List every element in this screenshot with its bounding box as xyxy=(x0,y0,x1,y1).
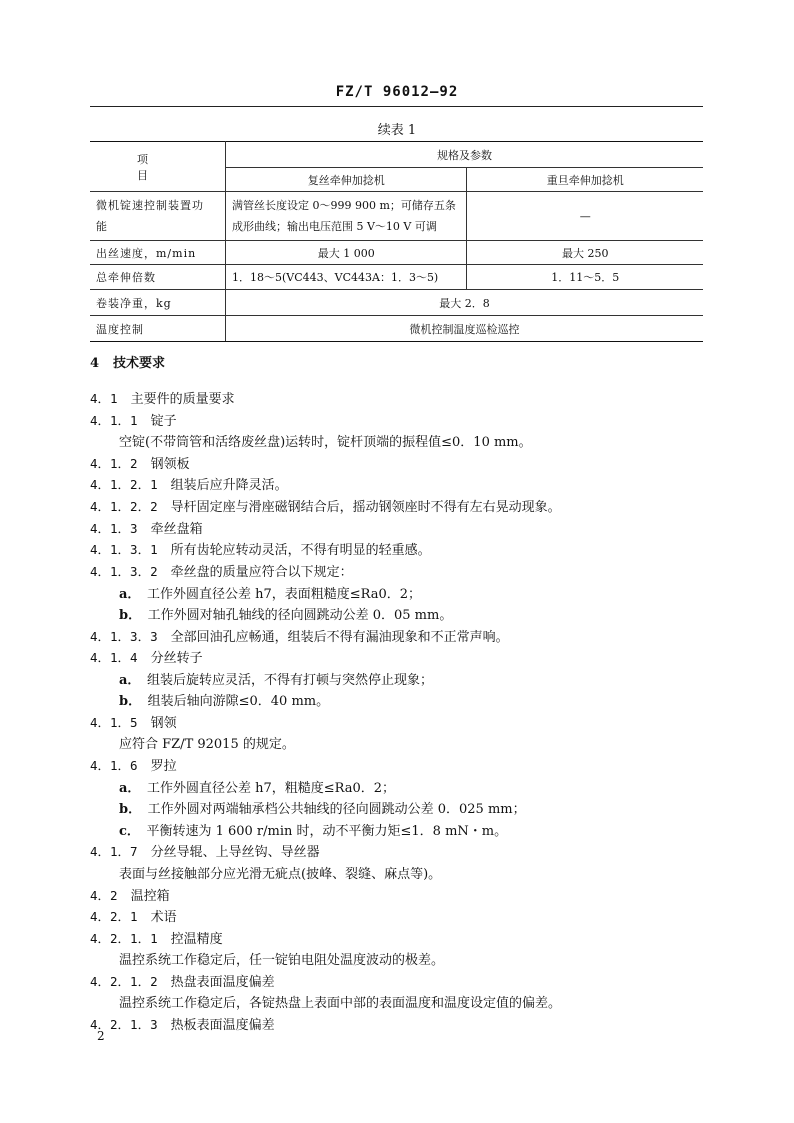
row-cell-merged: 最大 2．8 xyxy=(226,290,704,316)
header-item: 项 目 xyxy=(90,142,226,192)
clause-title: 分丝转子 xyxy=(150,651,203,666)
clause-item xyxy=(90,561,353,580)
clause-text: 牵丝盘的质量应符合以下规定： xyxy=(170,565,353,580)
list-text: 组装后旋转应灵活，不得有打顿与突然停止现象； xyxy=(146,673,433,688)
row-item: 温度控制 xyxy=(90,316,226,342)
list-item xyxy=(119,820,507,839)
list-text: 组装后轴向游隙≤0．40 mm。 xyxy=(147,694,330,709)
row-item: 出丝速度，m/min xyxy=(90,241,226,265)
row-cell-a xyxy=(226,192,467,241)
clause-heading xyxy=(90,647,203,666)
clause-heading xyxy=(90,885,170,904)
clause-title: 热盘表面温度偏差 xyxy=(170,975,275,990)
standard-code-header: FZ/T 96012—92 xyxy=(335,84,459,100)
table-header-row xyxy=(90,142,703,168)
list-item xyxy=(119,669,433,688)
row-item: 总牵伸倍数 xyxy=(90,265,226,290)
row-item xyxy=(90,192,226,241)
page-number: 2 xyxy=(97,1029,105,1043)
clause-text: 组装后应升降灵活。 xyxy=(170,478,288,493)
clause-number: 4．1．3 xyxy=(90,521,138,536)
list-item xyxy=(119,690,329,709)
clause-heading xyxy=(90,410,177,429)
section-heading xyxy=(90,352,165,371)
clause-title: 分丝导辊、上导丝钩、导丝器 xyxy=(150,845,320,860)
clause-number: 4．1．5 xyxy=(90,715,138,730)
section-number: 4 xyxy=(90,356,100,371)
table-row xyxy=(90,290,703,316)
clause-heading xyxy=(90,712,177,731)
list-text: 工作外圆对轴孔轴线的径向圆跳动公差 0．05 mm。 xyxy=(147,608,453,623)
clause-heading xyxy=(90,755,177,774)
section-title: 技术要求 xyxy=(113,356,166,371)
clause-item xyxy=(90,496,561,515)
clause-number: 4．1．7 xyxy=(90,844,138,859)
list-marker: a． xyxy=(119,673,134,688)
clause-number: 4．2．1．3 xyxy=(90,1017,158,1032)
row-cell-line: 满管丝长度设定 0～999 900 m；可储存五条 xyxy=(232,199,456,212)
clause-title: 钢领板 xyxy=(150,457,190,472)
clause-paragraph: 空锭(不带筒管和活络废丝盘)运转时，锭杆顶端的振程值≤0．10 mm。 xyxy=(119,435,532,450)
list-text: 工作外圆直径公差 h7，粗糙度≤Ra0．2； xyxy=(146,781,396,796)
table-row xyxy=(90,192,703,241)
clause-title: 锭子 xyxy=(150,414,177,429)
clause-number: 4．1．2．2 xyxy=(90,499,158,514)
table-caption: 续表 1 xyxy=(377,123,417,138)
clause-number: 4．1．2．1 xyxy=(90,477,158,492)
clause-title: 罗拉 xyxy=(150,759,177,774)
row-item: 卷装净重，kg xyxy=(90,290,226,316)
list-marker: b． xyxy=(119,608,135,623)
row-item-line: 能 xyxy=(96,220,108,233)
clause-number: 4．1．6 xyxy=(90,758,138,773)
clause-paragraph: 表面与丝接触部分应光滑无疵点(披峰、裂缝、麻点等)。 xyxy=(119,867,442,882)
clause-title: 术语 xyxy=(150,910,177,925)
list-item xyxy=(119,583,421,602)
clause-title: 控温精度 xyxy=(170,932,223,947)
header-col-a: 复丝牵伸加捻机 xyxy=(226,168,467,192)
clause-number: 4．1．2 xyxy=(90,456,138,471)
row-cell-a: 1．18～5(VC443、VC443A：1．3～5) xyxy=(226,265,467,290)
clause-heading xyxy=(90,928,223,947)
row-cell-b: — xyxy=(467,192,703,241)
spec-table xyxy=(90,141,703,342)
clause-title: 牵丝盘箱 xyxy=(150,522,203,537)
clause-heading xyxy=(90,841,320,860)
clause-title: 热板表面温度偏差 xyxy=(170,1018,275,1033)
row-cell-a: 最大 1 000 xyxy=(226,241,467,265)
clause-title: 温控箱 xyxy=(130,889,170,904)
clause-heading xyxy=(90,1014,275,1033)
clause-heading xyxy=(90,453,190,472)
clause-paragraph: 温控系统工作稳定后，各锭热盘上表面中部的表面温度和温度设定值的偏差。 xyxy=(119,996,562,1011)
header-rule xyxy=(90,106,703,107)
header-spec: 规格及参数 xyxy=(226,142,704,168)
list-marker: b． xyxy=(119,802,135,817)
list-marker: c． xyxy=(119,824,134,839)
row-cell-merged: 微机控制温度巡检巡控 xyxy=(226,316,704,342)
clause-item xyxy=(90,539,431,558)
row-cell-b: 1．11～5．5 xyxy=(467,265,703,290)
row-item-line: 微机锭速控制装置功 xyxy=(96,199,204,212)
list-item xyxy=(119,604,452,623)
clause-number: 4．1．3．2 xyxy=(90,564,158,579)
row-cell-b: 最大 250 xyxy=(467,241,703,265)
clause-heading xyxy=(90,388,235,407)
clause-number: 4．1．3．3 xyxy=(90,629,158,644)
clause-heading xyxy=(90,971,275,990)
clause-text: 导杆固定座与滑座磁钢结合后，摇动钢领座时不得有左右晃动现象。 xyxy=(170,500,561,515)
list-item xyxy=(119,777,395,796)
clause-heading xyxy=(90,518,203,537)
row-cell-line: 成形曲线；输出电压范围 5 V～10 V 可调 xyxy=(232,220,437,233)
clause-title: 钢领 xyxy=(150,716,177,731)
clause-number: 4．1．1 xyxy=(90,413,138,428)
header-col-b: 重旦牵伸加捻机 xyxy=(467,168,703,192)
clause-text: 全部回油孔应畅通，组装后不得有漏油现象和不正常声响。 xyxy=(170,630,509,645)
clause-title: 主要件的质量要求 xyxy=(130,392,235,407)
list-text: 工作外圆直径公差 h7，表面粗糙度≤Ra0．2； xyxy=(146,587,422,602)
clause-number: 4．1．3．1 xyxy=(90,542,158,557)
list-item xyxy=(119,798,526,817)
list-marker: a． xyxy=(119,587,134,602)
list-text: 工作外圆对两端轴承档公共轴线的径向圆跳动公差 0．025 mm； xyxy=(147,802,526,817)
list-marker: b． xyxy=(119,694,135,709)
clause-item xyxy=(90,474,288,493)
clause-heading xyxy=(90,906,177,925)
clause-number: 4．1 xyxy=(90,391,118,406)
list-marker: a． xyxy=(119,781,134,796)
clause-number: 4．1．4 xyxy=(90,650,138,665)
list-text: 平衡转速为 1 600 r/min 时，动不平衡力矩≤1．8 mN・m。 xyxy=(146,824,508,839)
clause-number: 4．2．1．2 xyxy=(90,974,158,989)
table-row xyxy=(90,316,703,342)
clause-item xyxy=(90,626,509,645)
clause-paragraph: 温控系统工作稳定后，任一锭铂电阻处温度波动的极差。 xyxy=(119,953,445,968)
clause-number: 4．2．1 xyxy=(90,909,138,924)
clause-number: 4．2 xyxy=(90,888,118,903)
clause-paragraph: 应符合 FZ/T 92015 的规定。 xyxy=(119,737,295,752)
table-row xyxy=(90,265,703,290)
clause-number: 4．2．1．1 xyxy=(90,931,158,946)
clause-text: 所有齿轮应转动灵活，不得有明显的轻重感。 xyxy=(170,543,431,558)
table-row xyxy=(90,241,703,265)
